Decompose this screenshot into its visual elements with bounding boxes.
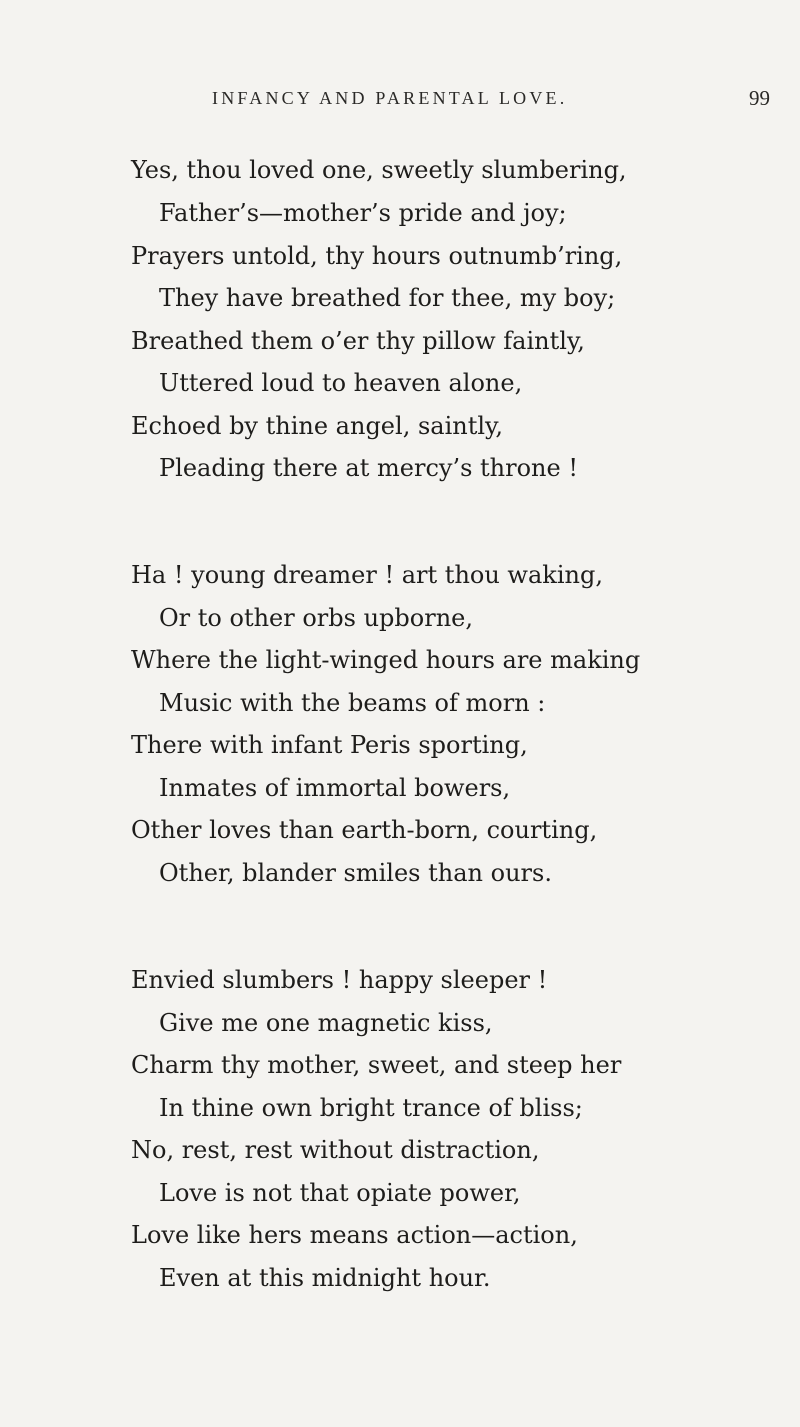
- verse-line: Inmates of immortal bowers,: [159, 774, 511, 802]
- verse-line: Yes, thou loved one, sweetly slumbering,: [131, 156, 627, 184]
- verse-line: Echoed by thine angel, saintly,: [131, 412, 504, 440]
- running-head: [0, 88, 800, 118]
- verse-line: Uttered loud to heaven alone,: [159, 369, 523, 397]
- verse-line: Or to other orbs upborne,: [159, 604, 473, 632]
- verse-line: Love is not that opiate power,: [159, 1179, 521, 1207]
- verse-line: Envied slumbers ! happy sleeper !: [131, 966, 548, 994]
- verse-line: Ha ! young dreamer ! art thou waking,: [131, 561, 603, 589]
- verse-line: Charm thy mother, sweet, and steep her: [131, 1051, 622, 1079]
- verse-line: There with infant Peris sporting,: [131, 731, 528, 759]
- verse-line: Music with the beams of morn :: [159, 689, 546, 717]
- verse-line: Breathed them o’er thy pillow faintly,: [131, 327, 585, 355]
- page-number: 99: [749, 86, 770, 110]
- running-title: INFANCY AND PARENTAL LOVE.: [212, 88, 568, 108]
- verse-line: They have breathed for thee, my boy;: [159, 284, 616, 312]
- verse-line: Even at this midnight hour.: [159, 1264, 491, 1292]
- verse-line: In thine own bright trance of bliss;: [159, 1094, 583, 1122]
- verse-line: Where the light-winged hours are making: [131, 646, 641, 674]
- verse-line: No, rest, rest without distraction,: [131, 1136, 540, 1164]
- verse-line: Other, blander smiles than ours.: [159, 859, 552, 887]
- verse-line: Other loves than earth-born, courting,: [131, 816, 598, 844]
- verse-line: Pleading there at mercy’s throne !: [159, 454, 578, 482]
- verse-line: Love like hers means action—action,: [131, 1221, 578, 1249]
- verse-line: Prayers untold, thy hours outnumb’ring,: [131, 242, 623, 270]
- verse-line: Give me one magnetic kiss,: [159, 1009, 493, 1037]
- verse-line: Father’s—mother’s pride and joy;: [159, 199, 567, 227]
